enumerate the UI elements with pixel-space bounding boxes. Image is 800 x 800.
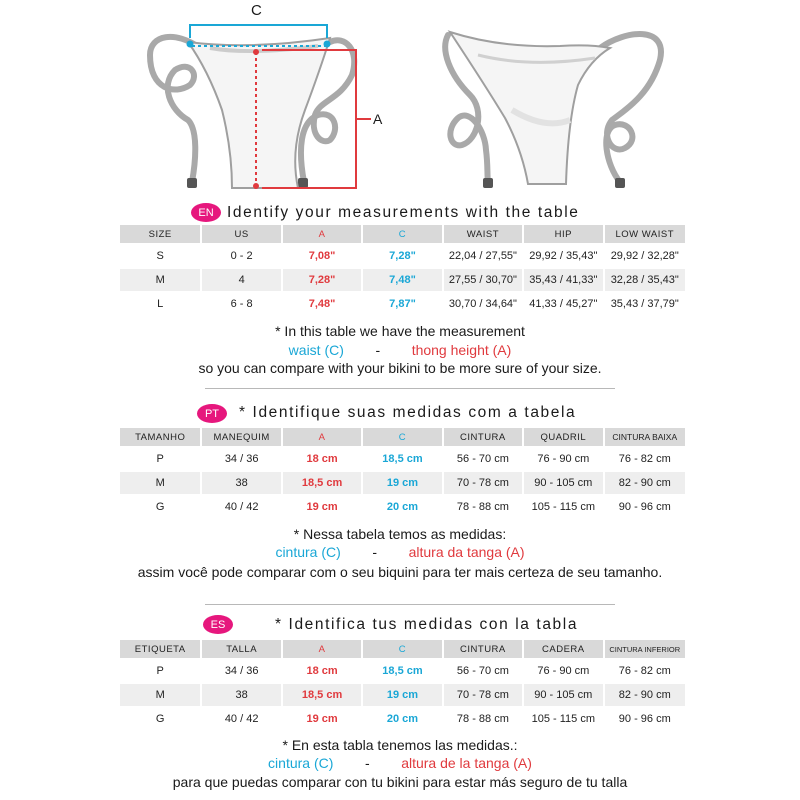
header-cintura: CINTURA (444, 640, 522, 658)
cell-manequim: 40 / 42 (224, 501, 259, 513)
cell-cintura: 78 - 88 cm (456, 713, 509, 725)
table-row (120, 496, 685, 518)
cell-hip: 41,33 / 45,27" (529, 298, 598, 310)
cell-c: 19 cm (363, 472, 441, 494)
cell-cadera: 90 - 105 cm (524, 684, 602, 706)
note-dash-pt: - (372, 544, 378, 560)
cell-cintura-baixa: 82 - 90 cm (605, 472, 685, 494)
header-waist: WAIST (444, 225, 522, 243)
note-line1-pt: * Nessa tabela temos as medidas: (293, 526, 507, 542)
note-dash-en: - (375, 342, 381, 358)
note-line1-en: * In this table we have the measurement (275, 323, 525, 339)
note-dash-es: - (364, 755, 370, 771)
cell-low-waist: 35,43 / 37,79" (610, 298, 679, 310)
cell-a: 18,5 cm (283, 684, 361, 706)
header-talla: TALLA (202, 640, 280, 658)
header-c: C (363, 225, 441, 243)
badge-en: EN (191, 203, 221, 222)
cell-cintura: 70 - 78 cm (444, 472, 522, 494)
cell-etiqueta: M (120, 684, 200, 706)
section-divider (205, 388, 615, 389)
table-row (120, 660, 685, 682)
cell-c: 19 cm (363, 684, 441, 706)
note-altura-a-es: altura de la tanga (A) (401, 755, 532, 771)
size-table-en (118, 223, 687, 317)
table-row (120, 472, 685, 494)
header-low-waist: LOW WAIST (605, 225, 685, 243)
heading-es: * Identifica tus medidas con la tabla (275, 616, 579, 633)
cell-cintura: 56 - 70 cm (456, 665, 509, 677)
header-us: US (202, 225, 280, 243)
note-cintura-c-pt: cintura (C) (275, 544, 341, 560)
cell-a: 7,28" (283, 269, 361, 291)
cell-size: L (157, 298, 164, 310)
header-a: A (283, 428, 361, 446)
note-thong-a-en: thong height (A) (411, 342, 512, 358)
note-altura-a-pt: altura da tanga (A) (408, 544, 525, 560)
cell-manequim: 38 (202, 472, 280, 494)
cell-cintura: 78 - 88 cm (456, 501, 509, 513)
cell-hip: 29,92 / 35,43" (529, 250, 598, 262)
header-cintura-baixa: CINTURA BAIXA (605, 428, 685, 446)
note-line3-pt: assim você pode comparar com o seu biquini para ter mais certeza de seu tamanho. (137, 564, 663, 580)
header-a: A (283, 640, 361, 658)
table-row (120, 293, 685, 315)
header-c: C (363, 640, 441, 658)
section-divider (205, 604, 615, 605)
cell-cintura: 56 - 70 cm (456, 453, 509, 465)
cell-cintura-inferior: 76 - 82 cm (618, 665, 671, 677)
cell-cadera: 105 - 115 cm (531, 713, 596, 725)
header-a: A (283, 225, 361, 243)
table-row (120, 269, 685, 291)
badge-es: ES (203, 615, 233, 634)
cell-quadril: 90 - 105 cm (524, 472, 602, 494)
note-line2-es (0, 755, 800, 771)
cell-a: 18 cm (306, 453, 338, 465)
note-cintura-c-es: cintura (C) (268, 755, 334, 771)
cell-cintura-inferior: 82 - 90 cm (605, 684, 685, 706)
note-line2-pt (0, 544, 800, 560)
table-row (120, 708, 685, 730)
table-header-row (120, 428, 685, 446)
header-size: SIZE (120, 225, 200, 243)
note-line1-es: * En esta tabla tenemos las medidas.: (282, 737, 518, 753)
cell-low-waist: 32,28 / 35,43" (605, 269, 685, 291)
cell-cadera: 76 - 90 cm (537, 665, 590, 677)
cell-waist: 22,04 / 27,55" (448, 250, 517, 262)
cell-hip: 35,43 / 41,33" (524, 269, 602, 291)
cell-talla: 38 (202, 684, 280, 706)
note-line2-en (0, 342, 800, 358)
cell-c: 7,87" (389, 298, 416, 310)
cell-quadril: 76 - 90 cm (537, 453, 590, 465)
cell-a: 19 cm (306, 713, 338, 725)
size-table-es (118, 638, 687, 732)
label-a: A (373, 111, 383, 127)
heading-pt: * Identifique suas medidas com a tabela (239, 404, 577, 421)
cell-talla: 34 / 36 (224, 665, 259, 677)
cell-tamanho: P (156, 453, 164, 465)
label-c: C (251, 2, 262, 19)
cell-c: 7,28" (389, 250, 416, 262)
cell-waist: 30,70 / 34,64" (448, 298, 517, 310)
cell-us: 6 - 8 (230, 298, 253, 310)
note-waist-c-en: waist (C) (288, 342, 344, 358)
cell-tamanho: G (155, 501, 165, 513)
bikini-back-illustration (0, 0, 800, 200)
heading-en: Identify your measurements with the table (227, 204, 580, 221)
cell-a: 7,48" (308, 298, 336, 310)
cell-cintura: 70 - 78 cm (444, 684, 522, 706)
note-line3-en: so you can compare with your bikini to be more sure of your size. (198, 360, 602, 376)
header-cintura: CINTURA (444, 428, 522, 446)
size-table-pt (118, 426, 687, 520)
table-row (120, 245, 685, 267)
cell-waist: 27,55 / 30,70" (444, 269, 522, 291)
cell-etiqueta: P (156, 665, 164, 677)
cell-c: 18,5 cm (382, 453, 423, 465)
table-row (120, 448, 685, 470)
header-c: C (363, 428, 441, 446)
cell-tamanho: M (120, 472, 200, 494)
cell-a: 18,5 cm (283, 472, 361, 494)
cell-c: 20 cm (386, 713, 419, 725)
cell-quadril: 105 - 115 cm (531, 501, 596, 513)
cell-c: 7,48" (363, 269, 441, 291)
header-cintura-inferior: CINTURA INFERIOR (605, 640, 685, 658)
table-row (120, 684, 685, 706)
header-hip: HIP (524, 225, 602, 243)
cell-us: 4 (202, 269, 280, 291)
cell-a: 18 cm (306, 665, 338, 677)
cell-a: 7,08" (308, 250, 336, 262)
header-manequim: MANEQUIM (202, 428, 280, 446)
cell-cintura-baixa: 76 - 82 cm (618, 453, 671, 465)
header-tamanho: TAMANHO (120, 428, 200, 446)
cell-a: 19 cm (306, 501, 338, 513)
table-header-row (120, 225, 685, 243)
table-header-row (120, 640, 685, 658)
note-line3-es: para que puedas comparar con tu bikini para estar más seguro de tu talla (172, 774, 628, 790)
cell-etiqueta: G (155, 713, 165, 725)
cell-us: 0 - 2 (230, 250, 253, 262)
cell-c: 18,5 cm (382, 665, 423, 677)
cell-cintura-baixa: 90 - 96 cm (618, 501, 671, 513)
header-quadril: QUADRIL (524, 428, 602, 446)
badge-pt: PT (197, 404, 227, 423)
cell-cintura-inferior: 90 - 96 cm (618, 713, 671, 725)
cell-c: 20 cm (386, 501, 419, 513)
cell-size: M (120, 269, 200, 291)
header-cadera: CADERA (524, 640, 602, 658)
cell-talla: 40 / 42 (224, 713, 259, 725)
header-etiqueta: ETIQUETA (120, 640, 200, 658)
cell-manequim: 34 / 36 (224, 453, 259, 465)
cell-low-waist: 29,92 / 32,28" (610, 250, 679, 262)
cell-size: S (156, 250, 164, 262)
